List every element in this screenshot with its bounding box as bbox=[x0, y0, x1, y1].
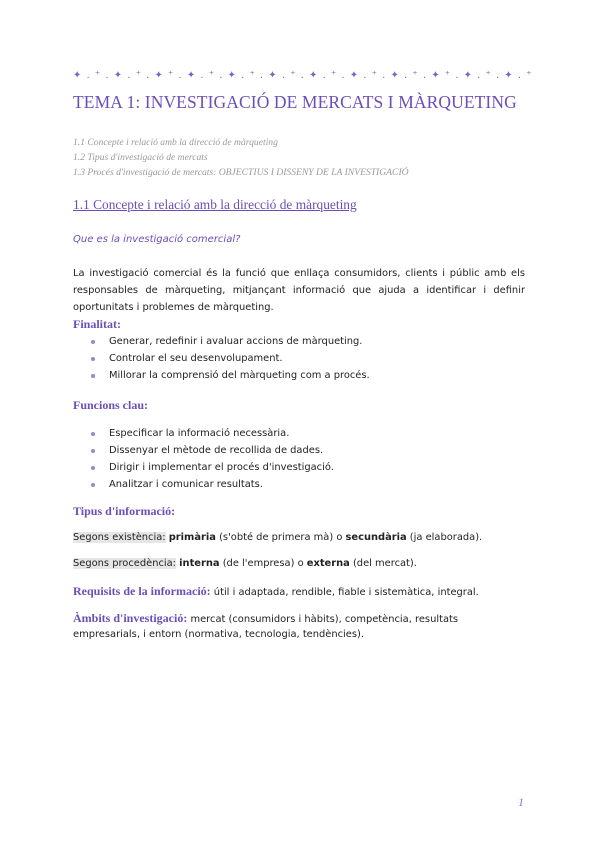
requisits-label: Requisits de la informació: bbox=[73, 584, 211, 598]
bullet-icon bbox=[91, 483, 95, 487]
toc-item: 1.2 Tipus d'investigació de mercats bbox=[73, 152, 208, 163]
bullet-icon bbox=[91, 466, 95, 470]
ambits-label: Àmbits d'investigació: bbox=[73, 611, 188, 625]
bold-term: externa bbox=[306, 558, 350, 569]
list-item: Millorar la comprensió del màrqueting com a procés. bbox=[73, 367, 533, 384]
toc-item: 1.1 Concepte i relació amb la direcció de màrqueting bbox=[73, 137, 278, 148]
decorative-ornament: ✦ . ⁺ . ✦ . ⁺ . ✦ ⁺ . ✦ . ⁺ . ✦ . ⁺ . ✦ . ⁺ . ✦ . ⁺ . ✦ . ⁺ . ✦ . ⁺ . ✦ ⁺ . ✦ . ⁺ . ✦ . ⁺ bbox=[73, 70, 533, 81]
tipus-existencia-line: Segons existència: primària (s'obté de primera mà) o secundària (ja elaborada). bbox=[73, 532, 483, 543]
tipus-procedencia-line: Segons procedència: interna (de l'empresa) o externa (del mercat). bbox=[73, 558, 417, 569]
funcions-list bbox=[73, 425, 533, 493]
list-item: Analitzar i comunicar resultats. bbox=[73, 476, 533, 493]
bullet-icon bbox=[91, 374, 95, 378]
bold-term: primària bbox=[168, 532, 216, 543]
requisits-line: Requisits de la informació: útil i adaptada, rendible, fiable i sistemàtica, integral. bbox=[73, 584, 479, 598]
list-item: Dissenyar el mètode de recollida de dades. bbox=[73, 442, 533, 459]
page-title: TEMA 1: INVESTIGACIÓ DE MERCATS I MÀRQUETING bbox=[73, 92, 517, 112]
bullet-icon bbox=[91, 357, 95, 361]
bullet-icon bbox=[91, 449, 95, 453]
page-number: 1 bbox=[518, 795, 524, 809]
tipus-label: Tipus d'informació: bbox=[73, 504, 176, 518]
ambits-paragraph: Àmbits d'investigació: mercat (consumidors i hàbits), competència, resultats empresarials, i entorn (normativa, tecnologia, tendències). bbox=[73, 611, 459, 640]
funcions-label: Funcions clau: bbox=[73, 398, 149, 412]
list-item: Controlar el seu desenvolupament. bbox=[73, 350, 533, 367]
list-item: Especificar la informació necessària. bbox=[73, 425, 533, 442]
section-heading: 1.1 Concepte i relació amb la direcció de màrqueting bbox=[73, 197, 357, 212]
highlighted-prefix: Segons existència: bbox=[73, 532, 166, 543]
question-subheading: Que es la investigació comercial? bbox=[73, 234, 241, 245]
toc-item: 1.3 Procés d'investigació de mercats: OBJECTIUS I DISSENY DE LA INVESTIGACIÓ bbox=[73, 167, 409, 178]
finalitat-list bbox=[73, 333, 533, 384]
finalitat-label: Finalitat: bbox=[73, 317, 121, 331]
bold-term: secundària bbox=[345, 532, 407, 543]
bullet-icon bbox=[91, 432, 95, 436]
table-of-contents bbox=[73, 135, 543, 180]
list-item: Dirigir i implementar el procés d'investigació. bbox=[73, 459, 533, 476]
bold-term: interna bbox=[179, 558, 220, 569]
intro-paragraph: La investigació comercial és la funció que enllaça consumidors, clients i públic amb els responsables de màrqueting, mitjançant informació que ajuda a identificar i definir oportunitats i problemes de màrqueting. bbox=[73, 268, 525, 313]
bullet-icon bbox=[91, 340, 95, 344]
highlighted-prefix: Segons procedència: bbox=[73, 558, 177, 569]
list-item: Generar, redefinir i avaluar accions de màrqueting. bbox=[73, 333, 533, 350]
